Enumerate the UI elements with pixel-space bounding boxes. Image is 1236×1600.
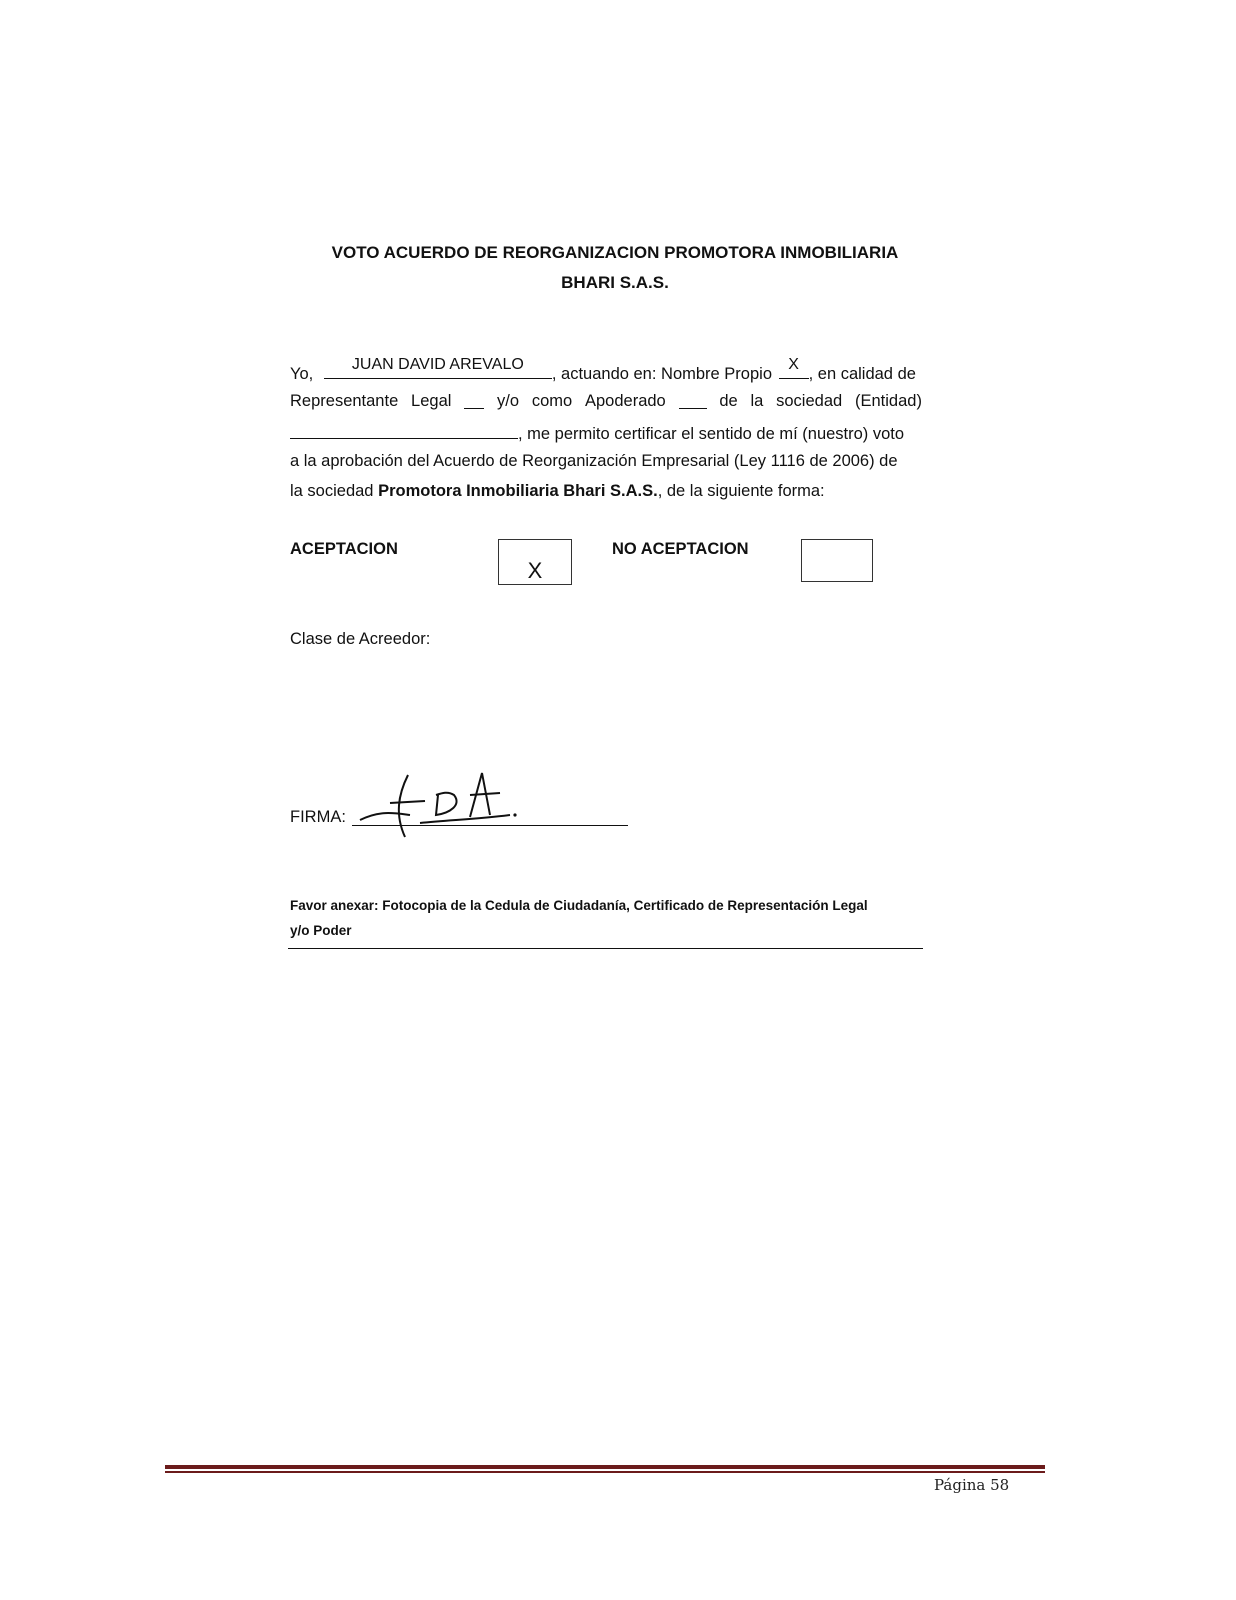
note-line-2: y/o Poder <box>290 923 352 938</box>
body-line-4: a la aprobación del Acuerdo de Reorganización Empresarial (Ley 1116 de 2006) de <box>290 452 898 470</box>
word: la <box>750 392 764 410</box>
nombre-propio-field <box>779 356 809 379</box>
no-aceptacion-label: NO ACEPTACION <box>612 540 749 558</box>
aceptacion-mark: X <box>527 558 543 583</box>
body-line-1 <box>290 356 922 385</box>
yo-label: Yo, <box>290 365 314 383</box>
company-name: Promotora Inmobiliaria Bhari S.A.S. <box>378 482 658 500</box>
body-line-2 <box>290 390 922 412</box>
body-line-3 <box>290 420 922 445</box>
en-calidad-text: , en calidad de <box>808 365 916 383</box>
signature-image <box>350 765 530 845</box>
clase-acreedor-label: Clase de Acreedor: <box>290 630 431 648</box>
word: (Entidad) <box>854 392 922 410</box>
line5-post: , de la siguiente forma: <box>657 482 825 500</box>
word: Representante <box>290 392 399 410</box>
aceptacion-label: ACEPTACION <box>290 540 398 558</box>
name-value: JUAN DAVID AREVALO <box>351 356 524 373</box>
actuando-text: , actuando en: Nombre Propio <box>551 365 772 383</box>
line3-text: , me permito certificar el sentido de mí (nuestro) voto <box>518 425 905 443</box>
word: Legal <box>411 392 452 410</box>
footer-rule-thick <box>165 1465 1045 1469</box>
footer-rule-thin <box>165 1471 1045 1473</box>
page-number: Página 58 <box>934 1476 1010 1494</box>
entidad-field <box>290 420 518 439</box>
document-title-line-2: BHARI S.A.S. <box>561 273 669 292</box>
word: como <box>531 392 573 410</box>
body-line-5 <box>290 480 922 502</box>
nombre-propio-mark: X <box>788 356 799 373</box>
representante-legal-field <box>464 390 484 409</box>
note-underline <box>288 948 923 949</box>
note-line-1: Favor anexar: Fotocopia de la Cedula de Ciudadanía, Certificado de Representación Legal <box>290 898 868 913</box>
word: Apoderado <box>584 392 666 410</box>
word: de <box>719 392 738 410</box>
apoderado-field <box>679 390 707 409</box>
line5-pre: la sociedad <box>290 482 379 500</box>
document-title-line-1: VOTO ACUERDO DE REORGANIZACION PROMOTORA INMOBILIARIA <box>331 243 899 262</box>
firma-label: FIRMA: <box>290 808 346 826</box>
word: y/o <box>497 392 520 410</box>
word: sociedad <box>776 392 843 410</box>
name-field <box>324 356 552 379</box>
aceptacion-checkbox[interactable] <box>498 539 572 585</box>
no-aceptacion-checkbox[interactable] <box>801 539 873 582</box>
